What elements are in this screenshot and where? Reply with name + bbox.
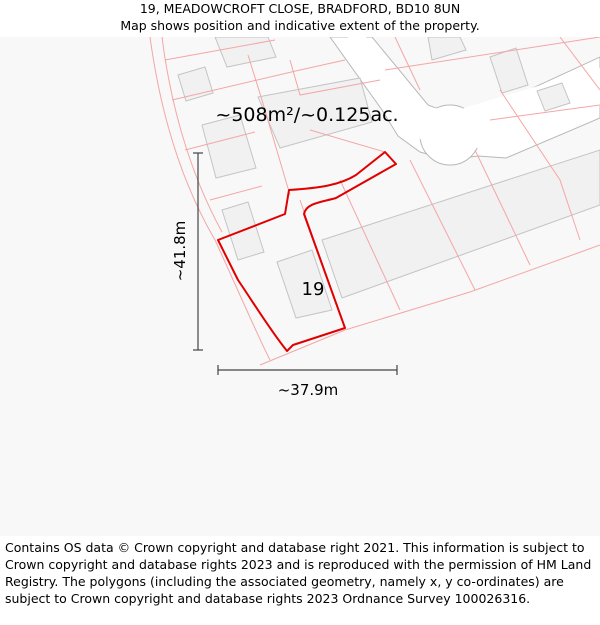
property-map [0,37,600,536]
copyright-notice: Contains OS data © Crown copyright and database right 2021. This information is subject to Crown copyright and database rights 2023 and is reproduced with the permission of HM Land Registry. The polygons (including the associated geometry, namely x, y co-ordinates) are subject to Crown copyright and database rights 2023 Ordnance Survey 100026316. [5,540,592,606]
area-label: ~508m²/~0.125ac. [215,104,399,126]
plot-number: 19 [301,279,325,300]
property-address: 19, MEADOWCROFT CLOSE, BRADFORD, BD10 8UN [139,1,461,16]
map-header [0,0,600,34]
height-label: ~41.8m [171,220,189,282]
map-subtitle: Map shows position and indicative extent of the property. [120,18,480,33]
width-label: ~37.9m [277,381,339,399]
